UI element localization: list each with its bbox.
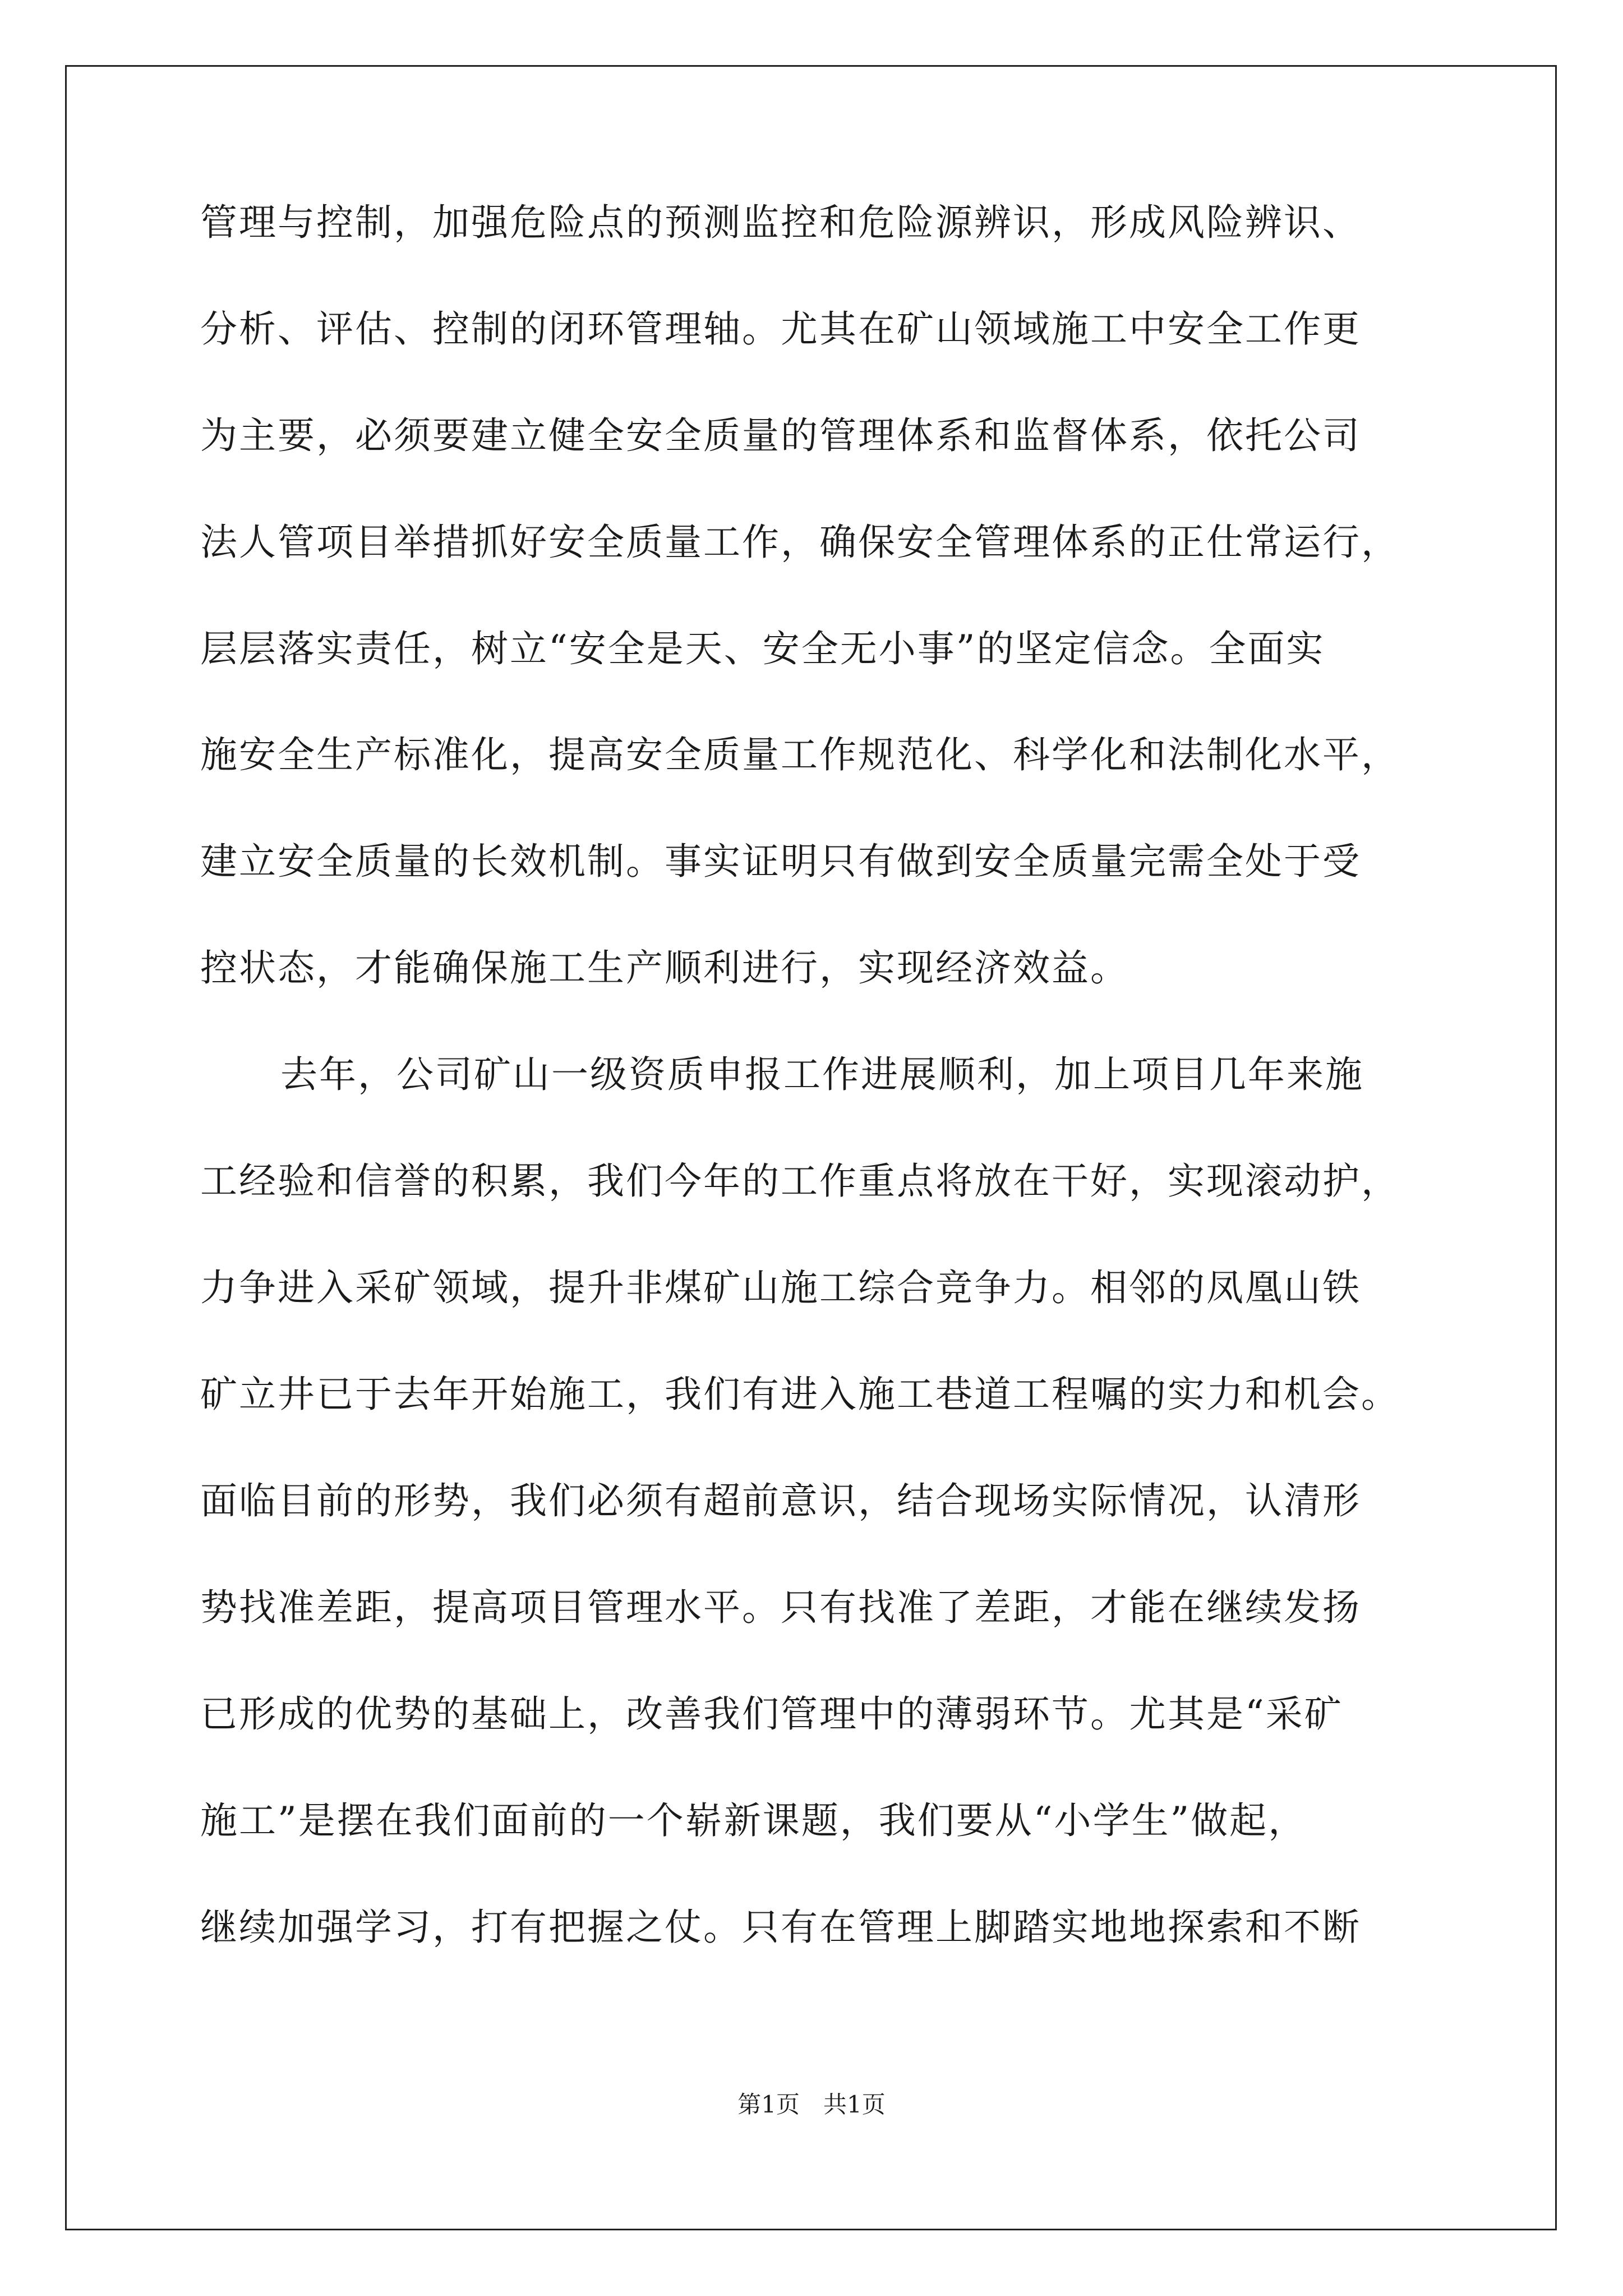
- paragraph-line: 法人管项目举措抓好安全质量工作，确保安全管理体系的正仕常运行，: [200, 521, 1400, 564]
- paragraph-line: 势找准差距，提高项目管理水平。只有找准了差距，才能在继续发扬: [200, 1586, 1361, 1629]
- paragraph-line: 继续加强学习，打有把握之仗。只有在管理上脚踏实地地探索和不断: [200, 1906, 1361, 1949]
- paragraph-line: 已形成的优势的基础上，改善我们管理中的薄弱环节。尤其是“采矿: [200, 1692, 1343, 1736]
- paragraph-line: 控状态，才能确保施工生产顺利进行，实现经济效益。: [200, 946, 1129, 990]
- page-number-footer: 第1页 共1页: [737, 2091, 886, 2118]
- paragraph-line: 施安全生产标准化，提高安全质量工作规范化、科学化和法制化水平，: [200, 733, 1400, 776]
- paragraph-line: 为主要，必须要建立健全安全质量的管理体系和监督体系，依托公司: [200, 414, 1361, 457]
- paragraph-line: 工经验和信誉的积累，我们今年的工作重点将放在干好，实现滚动护，: [200, 1159, 1400, 1203]
- paragraph-line: 管理与控制，加强危险点的预测监控和危险源辨识，形成风险辨识、: [200, 201, 1361, 244]
- paragraph-line: 矿立井已于去年开始施工，我们有进入施工巷道工程嘱的实力和机会。: [200, 1373, 1400, 1416]
- paragraph-first-line: 去年，公司矿山一级资质申报工作进展顺利，加上项目几年来施: [280, 1053, 1364, 1096]
- paragraph-line: 面临目前的形势，我们必须有超前意识，结合现场实际情况，认清形: [200, 1479, 1361, 1522]
- paragraph-line: 层层落实责任，树立“安全是天、安全无小事”的坚定信念。全面实: [200, 627, 1325, 670]
- paragraph-line: 分析、评估、控制的闭环管理轴。尤其在矿山领域施工中安全工作更: [200, 307, 1361, 351]
- paragraph-line: 力争进入采矿领域，提升非煤矿山施工综合竞争力。相邻的凤凰山铁: [200, 1266, 1361, 1309]
- paragraph-line: 施工”是摆在我们面前的一个崭新课题，我们要从“小学生”做起，: [200, 1799, 1307, 1842]
- paragraph-line: 建立安全质量的长效机制。事实证明只有做到安全质量完需全处于受: [200, 840, 1361, 883]
